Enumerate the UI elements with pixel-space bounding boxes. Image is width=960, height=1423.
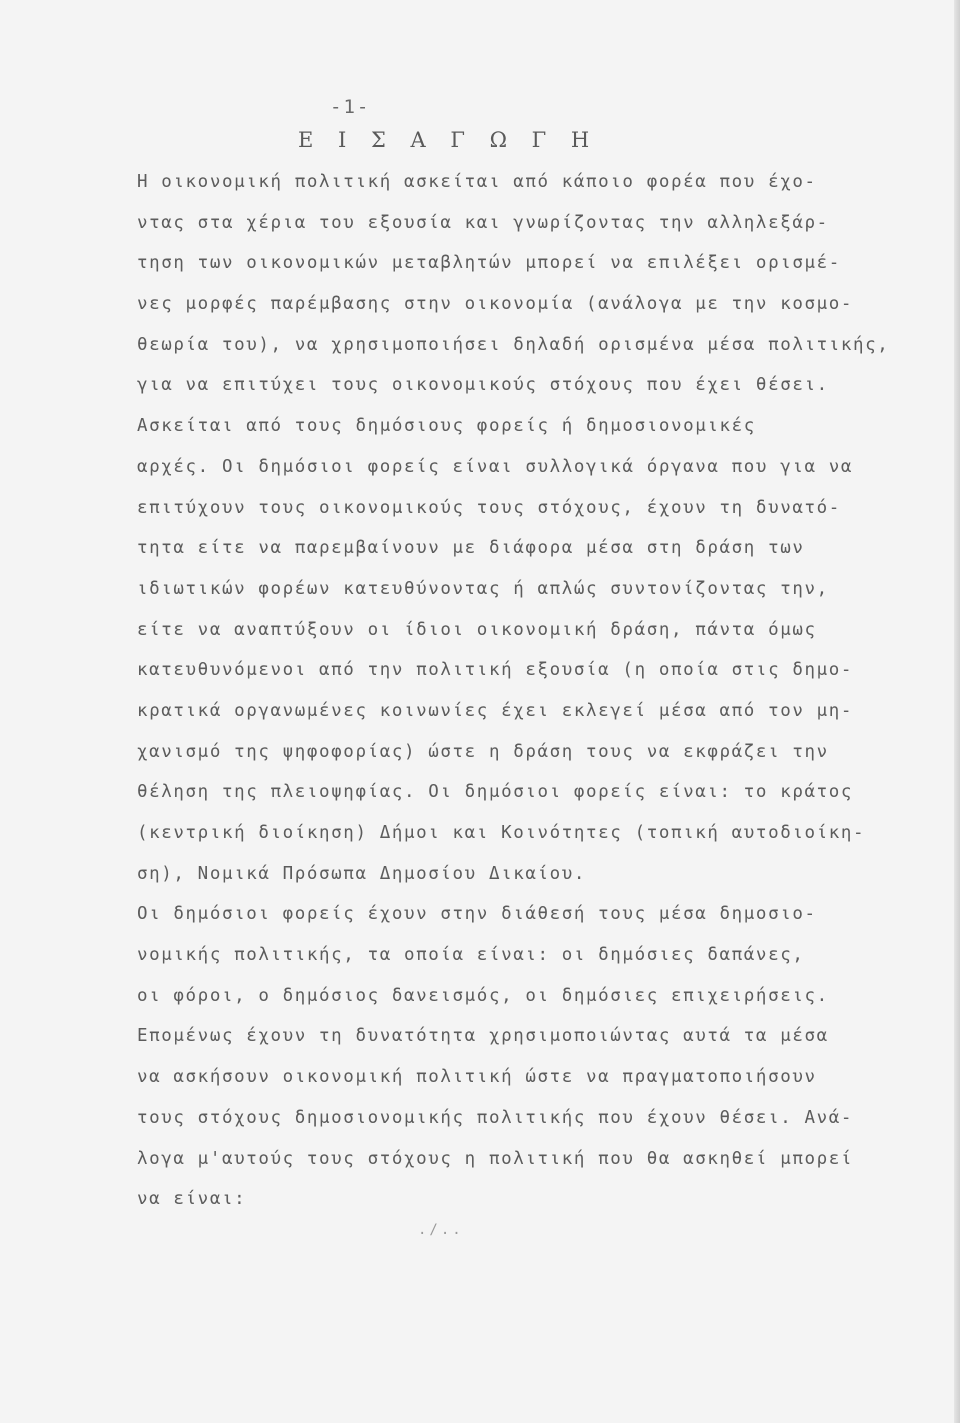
text-line: ση), Νομικά Πρόσωπα Δημοσίου Δικαίου. [137,863,587,884]
text-line: τητα είτε να παρεμβαίνουν με διάφορα μέσα στη δράση των [137,538,805,559]
text-line: τους στόχους δημοσιονομικής πολιτικής που έχουν θέσει. Ανά- [137,1107,854,1128]
text-line: για να επιτύχει τους οικονομικούς στόχους που έχει θέσει. [137,375,829,396]
text-line: να είναι: [137,1189,247,1210]
continuation-mark: ./.. [418,1222,464,1238]
text-line: (κεντρική διοίκηση) Δήμοι και Κοινότητες (τοπική αυτοδιοίκη- [137,823,866,843]
text-line: Η οικονομική πολιτική ασκείται από κάποιο φορέα που έχο- [137,172,817,192]
text-line: τηση των οικονομικών μεταβλητών μπορεί να επιλέξει ορισμέ- [137,253,841,274]
text-line: ντας στα χέρια του εξουσία και γνωρίζοντας την αλληλεξάρ- [137,212,829,233]
text-line: είτε να αναπτύξουν οι ίδιοι οικονομική δράση, πάντα όμως [137,619,817,640]
text-line: επιτύχουν τους οικονομικούς τους στόχους, έχουν τη δυνατό- [137,497,841,518]
text-line: Επομένως έχουν τη δυνατότητα χρησιμοποιώντας αυτά τα μέσα [137,1026,829,1047]
text-line: θεωρία του), να χρησιμοποιήσει δηλαδή ορισμένα μέσα πολιτικής, [137,334,890,355]
text-line: νομικής πολιτικής, τα οποία είναι: οι δημόσιες δαπάνες, [137,945,805,966]
text-line: κατευθυνόμενοι από την πολιτική εξουσία (η οποία στις δημο- [137,660,854,681]
text-line: Ασκείται από τους δημόσιους φορείς ή δημοσιονομικές [137,416,756,437]
text-line: οι φόροι, ο δημόσιος δανεισμός, οι δημόσιες επιχειρήσεις. [137,985,829,1006]
body-text [137,162,897,1220]
text-line: λογα μ'αυτούς τους στόχους η πολιτική που θα ασκηθεί μπορεί [137,1148,854,1169]
text-line: θέληση της πλειοψηφίας. Οι δημόσιοι φορείς είναι: το κράτος [137,782,854,803]
text-line: χανισμό της ψηφοφορίας) ώστε η δράση τους να εκφράζει την [137,741,829,762]
section-title: Ε Ι Σ Α Γ Ω Γ Η [298,128,599,152]
text-line: κρατικά οργανωμένες κοινωνίες έχει εκλεγεί μέσα από τον μη- [137,700,854,721]
page-number: -1- [330,96,371,118]
text-line: νες μορφές παρέμβασης στην οικονομία (ανάλογα με την κοσμο- [137,294,854,315]
text-line: να ασκήσουν οικονομική πολιτική ώστε να πραγματοποιήσουν [137,1067,817,1088]
text-line: Οι δημόσιοι φορείς έχουν στην διάθεσή τους μέσα δημοσιο- [137,904,817,925]
page-edge-shadow [954,0,960,1423]
text-line: ιδιωτικών φορέων κατευθύνοντας ή απλώς συντονίζοντας την, [137,578,829,599]
text-line: αρχές. Οι δημόσιοι φορείς είναι συλλογικά όργανα που για να [137,456,854,477]
